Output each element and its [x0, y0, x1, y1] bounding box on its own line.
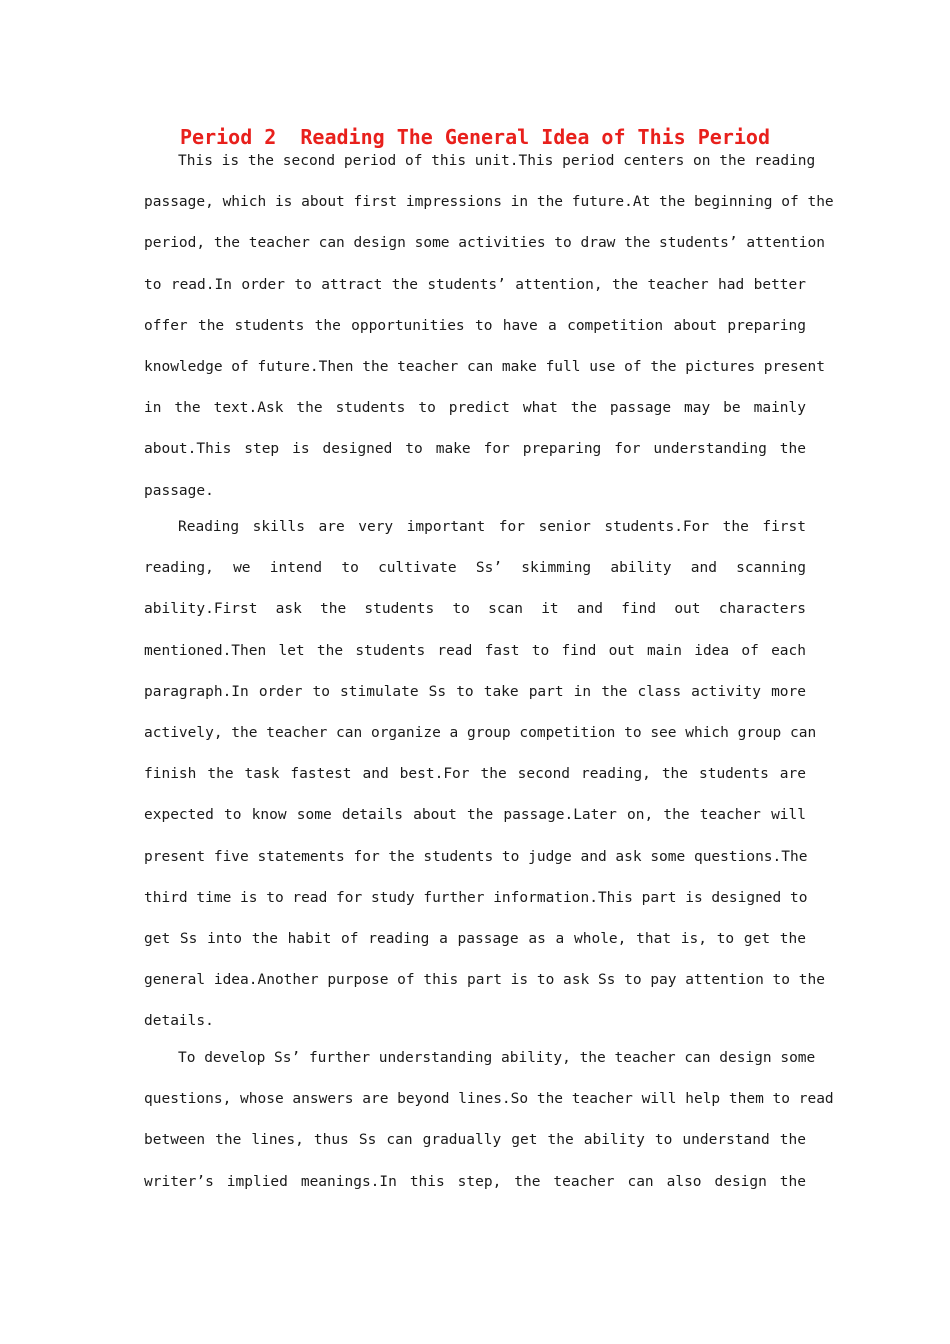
- paragraph-line: expected to know some details about the passage.Later on, the teacher will: [144, 807, 806, 824]
- paragraph-line: period, the teacher can design some activities to draw the students’ attention: [144, 235, 825, 252]
- paragraph-line: present five statements for the students to judge and ask some questions.The: [144, 848, 808, 865]
- paragraph-line: passage, which is about first impressions in the future.At the beginning of the: [144, 194, 834, 211]
- paragraph-line: questions, whose answers are beyond lines.So the teacher will help them to read: [144, 1091, 834, 1108]
- paragraph-line: reading, we intend to cultivate Ss’ skimming ability and scanning: [144, 560, 806, 577]
- paragraph-line: between the lines, thus Ss can gradually get the ability to understand the: [144, 1132, 806, 1149]
- paragraph-line: get Ss into the habit of reading a passage as a whole, that is, to get the: [144, 930, 806, 947]
- paragraph-line: passage.: [144, 482, 214, 499]
- paragraph-line: offer the students the opportunities to have a competition about preparing: [144, 317, 806, 334]
- paragraph-line: writer’s implied meanings.In this step, the teacher can also design the: [144, 1173, 806, 1190]
- paragraph-1: [144, 141, 834, 512]
- paragraph-line: paragraph.In order to stimulate Ss to take part in the class activity more: [144, 683, 806, 700]
- document-title: Period 2 Reading The General Idea of This Period: [179, 125, 770, 149]
- paragraph-line: Reading skills are very important for senior students.For the first: [178, 519, 806, 535]
- paragraph-line: knowledge of future.Then the teacher can make full use of the pictures present: [144, 358, 825, 375]
- paragraph-line: actively, the teacher can organize a group competition to see which group can: [144, 724, 817, 741]
- paragraph-line: To develop Ss’ further understanding ability, the teacher can design some: [178, 1050, 816, 1066]
- paragraph-line: general idea.Another purpose of this part is to ask Ss to pay attention to the: [144, 972, 825, 989]
- paragraph-line: finish the task fastest and best.For the second reading, the students are: [144, 766, 806, 783]
- paragraph-3: [144, 1038, 834, 1203]
- paragraph-line: details.: [144, 1013, 214, 1030]
- paragraph-line: ability.First ask the students to scan it and find out characters: [144, 601, 806, 618]
- paragraph-line: mentioned.Then let the students read fast to find out main idea of each: [144, 642, 806, 659]
- paragraph-2: [144, 507, 825, 1042]
- paragraph-line: about.This step is designed to make for preparing for understanding the: [144, 441, 806, 458]
- paragraph-line: in the text.Ask the students to predict what the passage may be mainly: [144, 400, 806, 417]
- paragraph-line: This is the second period of this unit.This period centers on the reading: [178, 153, 816, 169]
- paragraph-line: third time is to read for study further information.This part is designed to: [144, 889, 808, 906]
- paragraph-line: to read.In order to attract the students’ attention, the teacher had better: [144, 276, 806, 293]
